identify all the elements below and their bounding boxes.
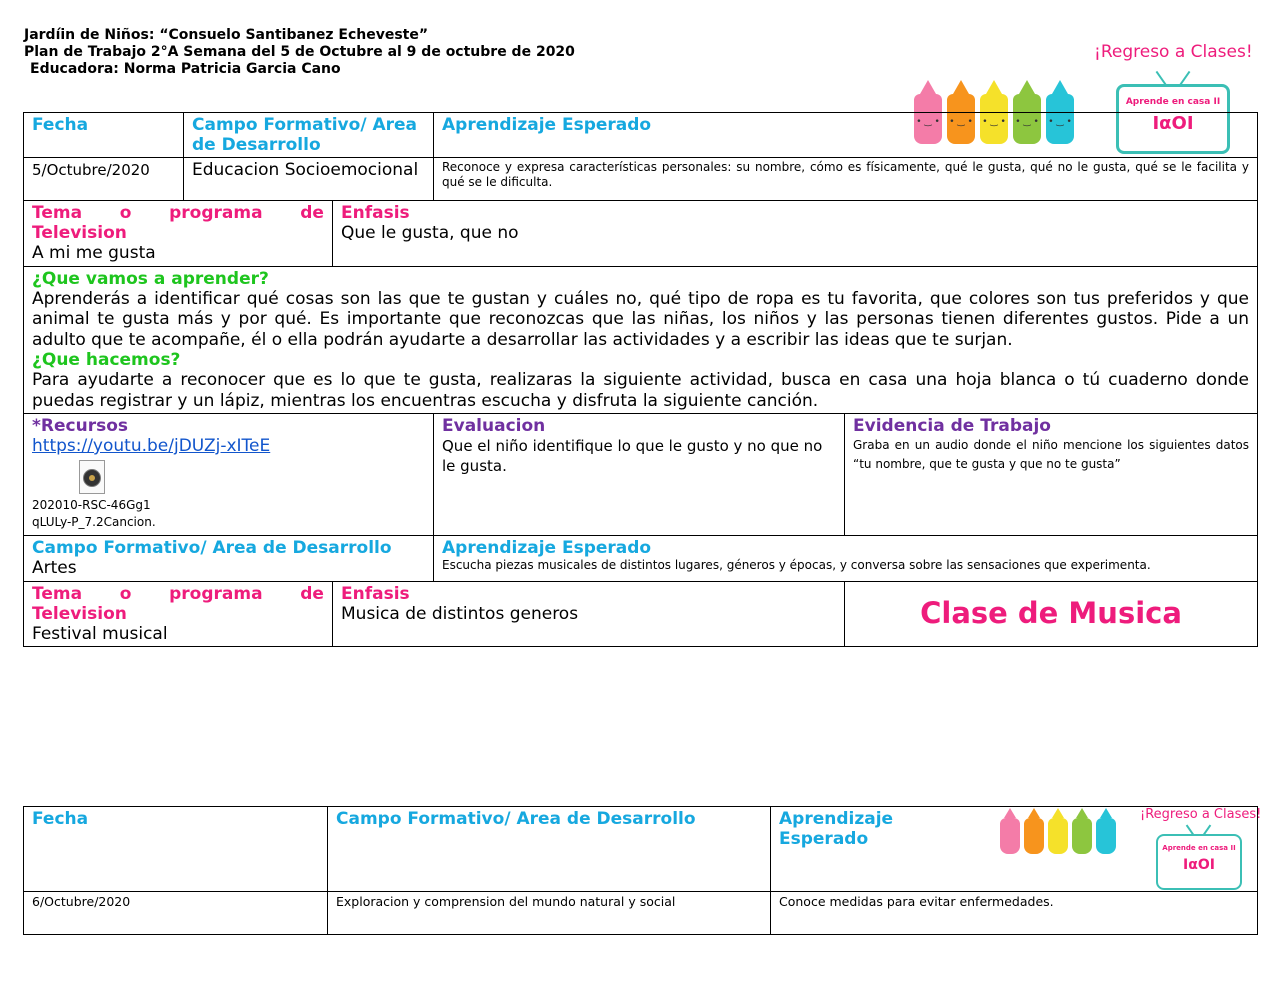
audio-file-icon[interactable] xyxy=(79,460,105,494)
campo2-cell xyxy=(24,536,434,582)
aprende-en-casa-logo-2 xyxy=(1156,824,1242,890)
crayon-blue-2 xyxy=(1096,808,1116,854)
enfasis2-cell xyxy=(333,581,845,647)
aprendizaje2-value: Escucha piezas musicales de distintos lugares, géneros y épocas, y conversa sobre las sensaciones que experimenta. xyxy=(442,558,1151,572)
crayon-orange: • ‿ • xyxy=(947,80,975,144)
aprendizaje2-label: Aprendizaje Esperado xyxy=(442,538,652,558)
aprendizaje3-label-2: Esperado xyxy=(779,829,869,849)
campo3-value: Exploracion y comprension del mundo natural y social xyxy=(328,892,771,935)
campo-value: Educacion Socioemocional xyxy=(184,158,434,201)
aprendizaje3-value: Conoce medidas para evitar enfermedades. xyxy=(771,892,1258,935)
crayon-pink: • ‿ • xyxy=(914,80,942,144)
video-link[interactable]: https://youtu.be/jDUZj-xITeE xyxy=(32,436,271,456)
que-aprender-label: ¿Que vamos a aprender? xyxy=(32,268,269,289)
clase-musica-cell xyxy=(845,581,1258,647)
tema2-value: Festival musical xyxy=(32,623,168,644)
crayon-blue: • ‿ • xyxy=(1046,80,1074,144)
evidencia-label: Evidencia de Trabajo xyxy=(853,416,1051,436)
crayon-pink-2 xyxy=(1000,808,1020,854)
evidencia-cell xyxy=(845,414,1258,536)
crayon-yellow-2 xyxy=(1048,808,1068,854)
television-label: Television xyxy=(32,223,127,243)
enfasis2-value: Musica de distintos generos xyxy=(341,603,579,624)
enfasis-label: Enfasis xyxy=(341,203,410,223)
campo2-label: Campo Formativo/ Area de Desarrollo xyxy=(32,538,392,558)
crayon-green: • ‿ • xyxy=(1013,80,1041,144)
aprendizaje2-cell xyxy=(434,536,1258,582)
fecha-value: 5/Octubre/2020 xyxy=(24,158,184,201)
campo-header: Campo Formativo/ Area de Desarrollo xyxy=(184,113,434,158)
que-hacemos-text: Para ayudarte a reconocer que es lo que te gusta, realizaras la siguiente actividad, busca en casa una hoja blanca o tú cuaderno donde puedas registrar y un lápiz, mientras los encuentras escucha y disfruta la siguiente canción. xyxy=(32,370,1249,411)
plan-title: Plan de Trabajo 2°A Semana del 5 de Octubre al 9 de octubre de 2020 xyxy=(24,44,575,60)
recursos-label: *Recursos xyxy=(32,416,128,436)
crayons-illustration-2 xyxy=(1000,806,1115,854)
school-name: Jardíin de Niños: “Consuelo Santibanez Echeveste” xyxy=(24,27,429,43)
campo2-value: Artes xyxy=(32,558,77,578)
regreso-clases-logo: ¡Regreso a Clases! xyxy=(1094,42,1253,62)
tv-antenna-icon-2 xyxy=(1184,824,1214,834)
audio-file-name-1: 202010-RSC-46Gg1 xyxy=(32,498,151,512)
teacher-name: Educadora: Norma Patricia Garcia Cano xyxy=(30,61,341,77)
tema2-cell xyxy=(24,581,333,647)
evaluacion-value: Que el niño identifique lo que le gusto y no que no le gusta. xyxy=(442,437,823,475)
audio-file-name-2: qLULy-P_7.2Cancion. xyxy=(32,515,156,529)
aprendizaje3-label-1: Aprendizaje xyxy=(779,809,894,829)
aprendizaje-header: Aprendizaje Esperado xyxy=(434,113,1258,158)
crayon-yellow: • ‿ • xyxy=(980,80,1008,144)
tema-label: Tema o programa de xyxy=(32,203,324,223)
tema2-label: Tema o programa de xyxy=(32,583,324,604)
crayon-green-2 xyxy=(1072,808,1092,854)
fecha2-header: Fecha xyxy=(24,807,328,892)
enfasis-value: Que le gusta, que no xyxy=(341,223,519,243)
tv-label-2: Aprende en casa II xyxy=(1162,844,1236,852)
tv-antenna-icon xyxy=(1154,70,1194,84)
fecha-header: Fecha xyxy=(24,113,184,158)
evaluacion-label: Evaluacion xyxy=(442,416,546,436)
campo3-header: Campo Formativo/ Area de Desarrollo xyxy=(328,807,771,892)
enfasis2-label: Enfasis xyxy=(341,583,410,604)
tema-cell xyxy=(24,201,333,267)
evaluacion-cell xyxy=(434,414,845,536)
recursos-cell xyxy=(24,414,434,536)
day1-table xyxy=(23,112,1258,647)
tema-value: A mi me gusta xyxy=(32,243,156,263)
clase-musica-title: Clase de Musica xyxy=(920,595,1182,630)
que-aprender-text: Aprenderás a identificar qué cosas son las que te gustan y cuáles no, qué tipo de ropa es tu favorita, que colores son tus preferidos y que animal te gusta más y por qué. Es importante que reconozcas que las niñas, los niños y las personas tienen diferentes gustos. Pide a un adulto que te acompañe, él o ella podrán ayudarte a desarrollar las actividades y a escribir las ideas que te surjan. xyxy=(32,288,1249,350)
actividad-cell xyxy=(24,266,1258,414)
television2-label: Television xyxy=(32,603,127,624)
regreso-clases-logo-2: ¡Regreso a Clases! xyxy=(1140,807,1262,822)
que-hacemos-label: ¿Que hacemos? xyxy=(32,350,181,370)
crayon-orange-2 xyxy=(1024,808,1044,854)
tv-label: Aprende en casa II xyxy=(1125,97,1221,107)
enfasis-cell xyxy=(333,201,1258,267)
house-icon-2: ΙαΟΙ xyxy=(1183,857,1215,873)
fecha2-value: 6/Octubre/2020 xyxy=(24,892,328,935)
evidencia-value: Graba en un audio donde el niño mencione los siguientes datos “tu nombre, que te gusta y que no te gusta” xyxy=(853,438,1249,471)
house-icon: ΙαΟΙ xyxy=(1152,113,1194,134)
aprendizaje-value: Reconoce y expresa características personales: su nombre, cómo es físicamente, qué le gusta, qué no le gusta, qué se le facilita y qué se le dificulta. xyxy=(434,158,1258,201)
